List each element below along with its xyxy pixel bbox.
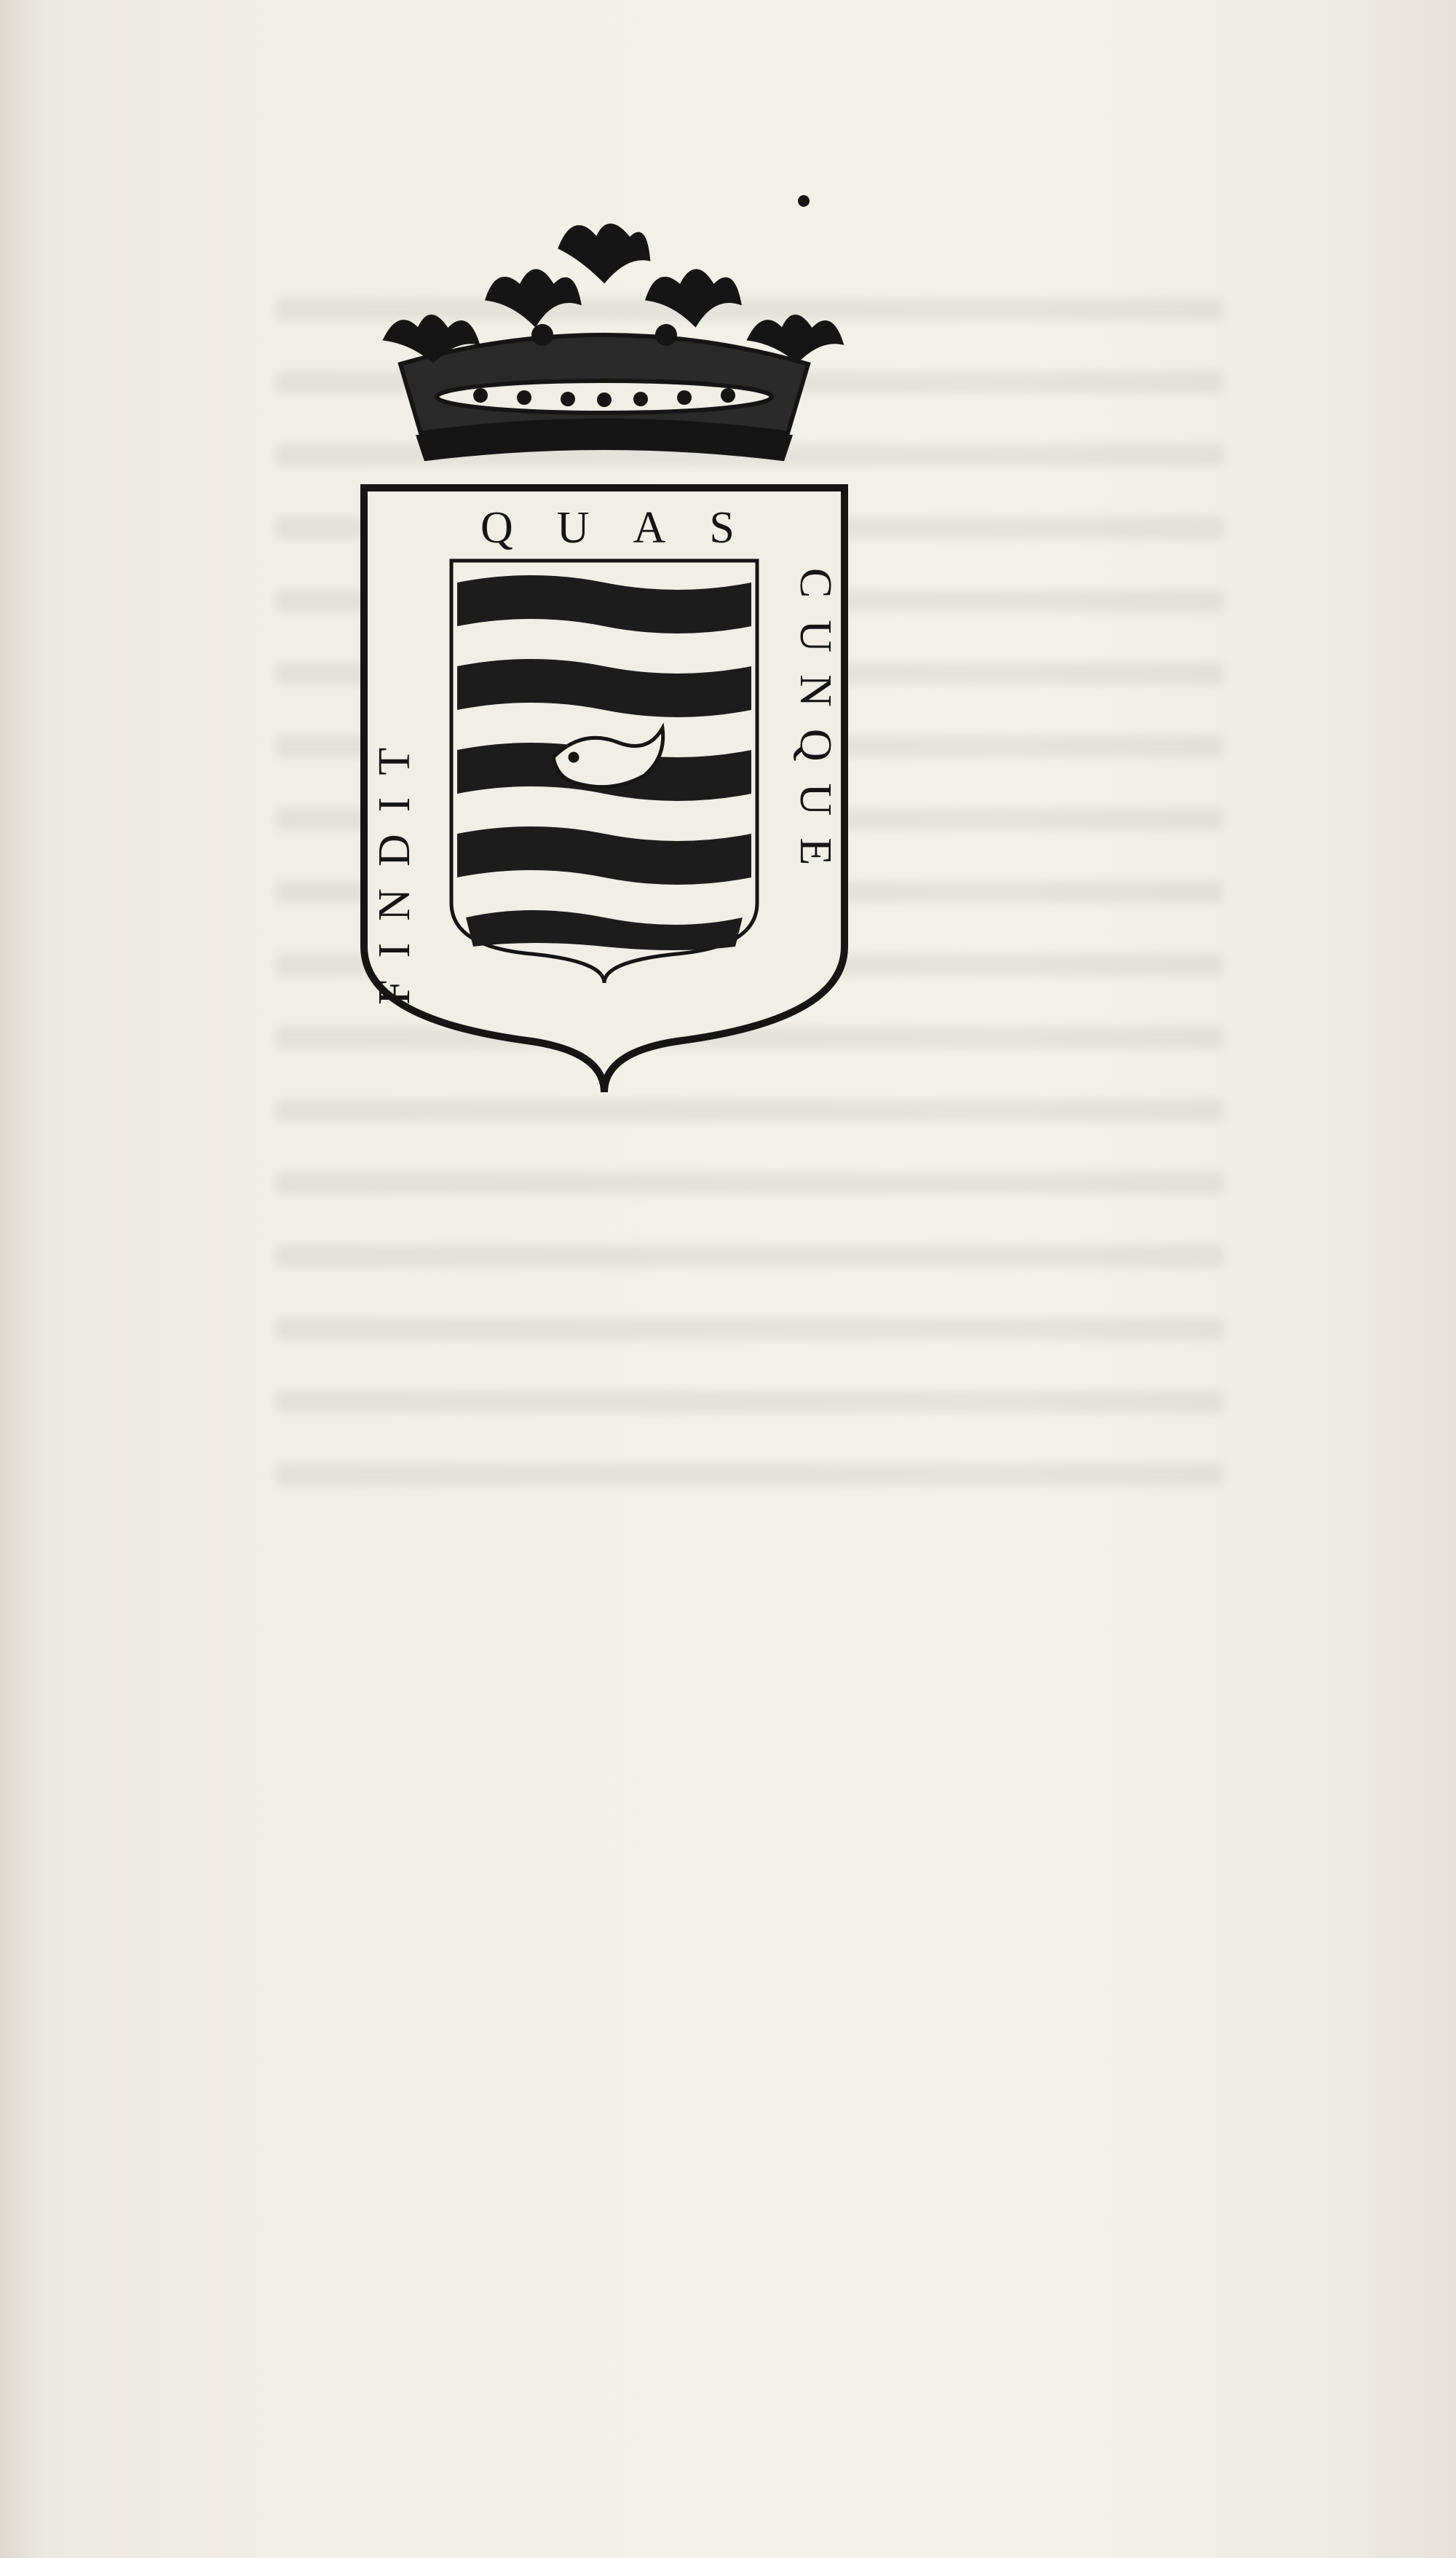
coat-of-arms bbox=[342, 218, 866, 1110]
ornament-dot bbox=[798, 195, 810, 207]
shield-icon bbox=[364, 488, 844, 1092]
coat-of-arms-illustration bbox=[342, 218, 866, 1107]
motto-right: CUNQUE bbox=[791, 568, 840, 888]
coronet-icon bbox=[386, 226, 841, 459]
motto-top: Q U A S bbox=[480, 503, 764, 553]
motto-left: FINDIT bbox=[370, 725, 419, 1005]
